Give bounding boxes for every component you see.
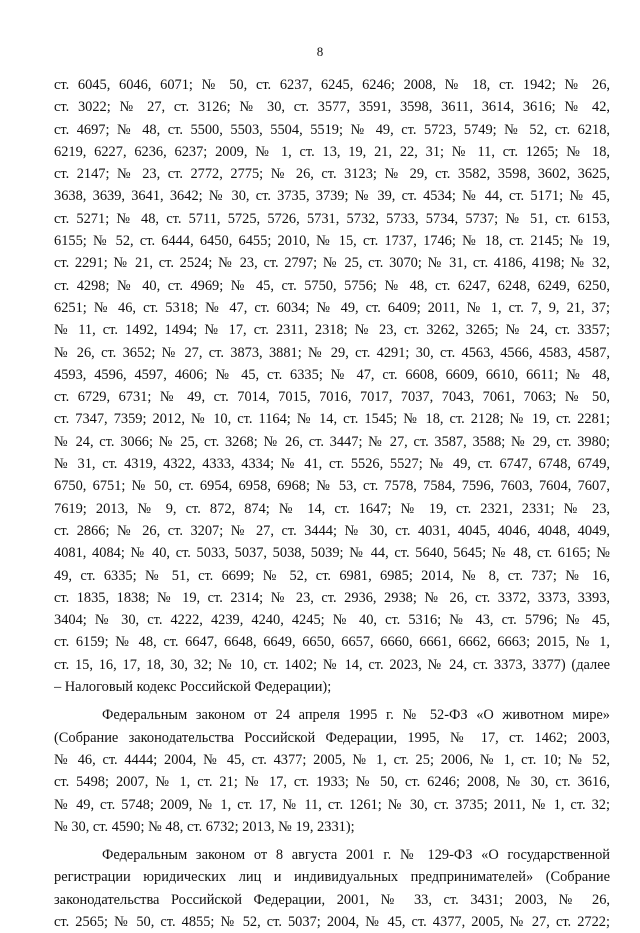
page-number: 8 (316, 44, 324, 59)
text-line: 3638, 3639, 3641, 3642; № 30, ст. 3735, 3739; № 39, ст. 4534; № 44, ст. 5171; № 45, (54, 188, 610, 205)
text-line: ст. 2866; № 26, ст. 3207; № 27, ст. 3444; № 30, ст. 4031, 4045, 4046, 4048, 4049, (54, 522, 610, 539)
text-line: 3404; № 30, ст. 4222, 4239, 4240, 4245; № 40, ст. 5316; № 43, ст. 5796; № 45, (54, 612, 610, 629)
text-line: Федеральным законом от 24 апреля 1995 г. № 52-ФЗ «О животном мире» (102, 707, 610, 724)
text-line: ст. 4697; № 48, ст. 5500, 5503, 5504, 5519; № 49, ст. 5723, 5749; № 52, ст. 6218, (54, 121, 610, 138)
text-line: ст. 15, 16, 17, 18, 30, 32; № 10, ст. 1402; № 14, ст. 2023, № 24, ст. 3373, 3377) (далее (54, 656, 610, 673)
text-line: ст. 4298; № 40, ст. 4969; № 45, ст. 5750, 5756; № 48, ст. 6247, 6248, 6249, 6250, (54, 277, 610, 294)
text-line: 7619; 2013, № 9, ст. 872, 874; № 14, ст. 1647; № 19, ст. 2321, 2331; № 23, (54, 500, 610, 517)
paragraph-tax-code-citations (54, 74, 610, 698)
text-line: ст. 5498; 2007, № 1, ст. 21; № 17, ст. 1933; № 50, ст. 6246; 2008, № 30, ст. 3616, (54, 774, 610, 791)
text-line: – Налоговый кодекс Российской Федерации); (54, 679, 332, 696)
text-line: ст. 7347, 7359; 2012, № 10, ст. 1164; № 14, ст. 1545; № 18, ст. 2128; № 19, ст. 2281; (54, 411, 610, 428)
text-line: ст. 2291; № 21, ст. 2524; № 23, ст. 2797; № 25, ст. 3070; № 31, ст. 4186, 4198; № 32, (54, 255, 610, 272)
text-line: ст. 6159; № 48, ст. 6647, 6648, 6649, 6650, 6657, 6660, 6661, 6662, 6663; 2015, № 1, (54, 634, 610, 651)
text-line: № 46, ст. 4444; 2004, № 45, ст. 4377; 2005, № 1, ст. 25; 2006, № 1, ст. 10; № 52, (54, 751, 610, 768)
text-line: (Собрание законодательства Российской Федерации, 1995, № 17, ст. 1462; 2003, (54, 729, 610, 746)
text-line: 4081, 4084; № 40, ст. 5033, 5037, 5038, 5039; № 44, ст. 5640, 5645; № 48, ст. 6165; № (54, 545, 610, 562)
text-line: № 31, ст. 4319, 4322, 4333, 4334; № 41, ст. 5526, 5527; № 49, ст. 6747, 6748, 6749, (54, 456, 610, 473)
text-line: 49, ст. 6335; № 51, ст. 6699; № 52, ст. 6981, 6985; 2014, № 8, ст. 737; № 16, (54, 567, 610, 584)
text-line: 6219, 6227, 6236, 6237; 2009, № 1, ст. 13, 19, 21, 22, 31; № 11, ст. 1265; № 18, (54, 143, 610, 160)
text-line: Федеральным законом от 8 августа 2001 г. № 129-ФЗ «О государственной (102, 847, 610, 864)
text-line: ст. 2147; № 23, ст. 2772, 2775; № 26, ст. 3123; № 29, ст. 3582, 3598, 3602, 3625, (54, 166, 610, 183)
text-line: ст. 6045, 6046, 6071; № 50, ст. 6237, 6245, 6246; 2008, № 18, ст. 1942; № 26, (54, 77, 610, 93)
text-line: ст. 1835, 1838; № 19, ст. 2314; № 23, ст. 2936, 2938; № 26, ст. 3372, 3373, 3393, (54, 589, 610, 606)
paragraph-animal-world-law (54, 704, 610, 838)
text-line: ст. 6729, 6731; № 49, ст. 7014, 7015, 7016, 7017, 7037, 7043, 7061, 7063; № 50, (54, 389, 610, 406)
document-body (54, 74, 610, 933)
text-line: ст. 3022; № 27, ст. 3126; № 30, ст. 3577, 3591, 3598, 3611, 3614, 3616; № 42, (54, 99, 610, 116)
text-line: 6251; № 46, ст. 5318; № 47, ст. 6034; № 49, ст. 6409; 2011, № 1, ст. 7, 9, 21, 37; (54, 299, 610, 316)
text-line: № 26, ст. 3652; № 27, ст. 3873, 3881; № 29, ст. 4291; 30, ст. 4563, 4566, 4583, 4587, (54, 344, 610, 361)
text-line: 4593, 4596, 4597, 4606; № 45, ст. 6335; № 47, ст. 6608, 6609, 6610, 6611; № 48, (54, 366, 610, 383)
text-line: № 49, ст. 5748; 2009, № 1, ст. 17, № 11, ст. 1261; № 30, ст. 3735; 2011, № 1, ст. 32; (54, 796, 610, 813)
text-line: 6750, 6751; № 50, ст. 6954, 6958, 6968; № 53, ст. 7578, 7584, 7596, 7603, 7604, 7607, (54, 478, 610, 495)
text-line: ст. 2565; № 50, ст. 4855; № 52, ст. 5037; 2004, № 45, ст. 4377, 2005, № 27, ст. 2722; (54, 913, 610, 930)
text-line: 6155; № 52, ст. 6444, 6450, 6455; 2010, № 15, ст. 1737, 1746; № 18, ст. 2145; № 19, (54, 233, 610, 250)
text-line: № 11, ст. 1492, 1494; № 17, ст. 2311, 2318; № 23, ст. 3262, 3265; № 24, ст. 3357; (54, 322, 610, 339)
text-line: регистрации юридических лиц и индивидуальных предпринимателей» (Собрание (54, 869, 610, 886)
text-line: ст. 5271; № 48, ст. 5711, 5725, 5726, 5731, 5732, 5733, 5734, 5737; № 51, ст. 6153, (54, 210, 610, 227)
text-line: № 30, ст. 4590; № 48, ст. 6732; 2013, № 19, 2331); (54, 818, 355, 835)
text-line: № 24, ст. 3066; № 25, ст. 3268; № 26, ст. 3447; № 27, ст. 3587, 3588; № 29, ст. 3980; (54, 433, 610, 450)
paragraph-registration-law (54, 844, 610, 933)
text-line: законодательства Российской Федерации, 2001, № 33, ст. 3431; 2003, № 26, (54, 891, 610, 908)
